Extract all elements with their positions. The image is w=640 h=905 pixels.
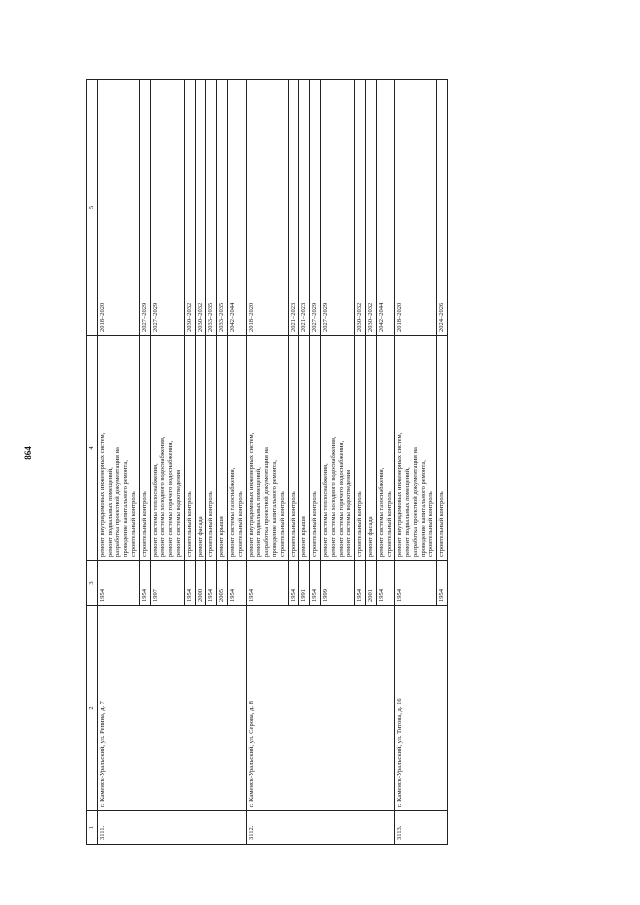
construction-year: 1954 (355, 561, 366, 606)
rotated-table-container (86, 80, 567, 845)
column-header: 4 (87, 336, 98, 561)
construction-year: 1954 (184, 561, 195, 606)
work-item: ремонт системы теплоснабжения, (321, 463, 329, 557)
work-item: разработка проектной документации на (263, 447, 271, 557)
capital-repair-table (86, 79, 448, 845)
work-item: ремонт подвальных помещений, (106, 467, 114, 557)
work-item: строительный контроль (236, 491, 244, 557)
work-item: ремонт фасада (196, 516, 204, 557)
work-item: ремонт подвальных помещений, (404, 467, 412, 557)
page-number: 864 (23, 446, 33, 460)
works-list (355, 336, 366, 561)
works-list (184, 336, 195, 561)
work-item: ремонт системы холодного водоснабжения, (159, 436, 167, 557)
table-body (97, 80, 447, 845)
row-number: 3113. (395, 811, 448, 845)
work-item: ремонт фасада (366, 516, 374, 557)
construction-year: 1954 (376, 561, 395, 606)
construction-year: 1997 (150, 561, 184, 606)
repair-period: 2018–2020 (395, 80, 437, 336)
table-header (87, 80, 98, 845)
table-row (395, 80, 437, 845)
repair-period: 2030–2032 (365, 80, 376, 336)
work-item: строительный контроль (438, 491, 446, 557)
works-list (227, 336, 246, 561)
construction-year: 2000 (195, 561, 206, 606)
repair-period: 2018–2020 (246, 80, 288, 336)
works-list (310, 336, 321, 561)
construction-year: 1954 (97, 561, 139, 606)
work-item: строительный контроль (311, 491, 319, 557)
construction-year: 1954 (310, 561, 321, 606)
works-list (376, 336, 395, 561)
work-item: ремонт системы газоснабжения, (377, 467, 385, 557)
work-item: строительный контроль (207, 491, 215, 557)
column-header: 3 (87, 561, 98, 606)
work-item: проведение капитального ремонта, (122, 460, 130, 557)
work-item: строительный контроль (356, 491, 364, 557)
work-item: ремонт системы теплоснабжения, (151, 463, 159, 557)
construction-year: 1954 (206, 561, 217, 606)
repair-period: 2027–2029 (139, 80, 150, 336)
work-item: проведение капитального ремонта, (419, 460, 427, 557)
work-item: ремонт крыши (300, 516, 308, 557)
work-item: ремонт подвальных помещений, (255, 467, 263, 557)
row-number: 3112. (246, 811, 395, 845)
works-list (395, 336, 437, 561)
work-item: строительный контроль (140, 491, 148, 557)
work-item: строительный контроль (289, 491, 297, 557)
table-row (97, 80, 139, 845)
construction-year: 1954 (288, 561, 299, 606)
works-list (206, 336, 217, 561)
construction-year: 1954 (437, 561, 448, 606)
repair-period: 2030–2032 (355, 80, 366, 336)
work-item: ремонт внутридомовых инженерных систем, (396, 432, 404, 557)
repair-period: 2018–2020 (97, 80, 139, 336)
work-item: ремонт внутридомовых инженерных систем, (98, 432, 106, 557)
row-number: 3111. (97, 811, 246, 845)
work-item: строительный контроль (129, 491, 137, 557)
column-header: 5 (87, 80, 98, 336)
works-list (246, 336, 288, 561)
repair-period: 2042–2044 (376, 80, 395, 336)
work-item: строительный контроль (385, 491, 393, 557)
work-item: строительный контроль (427, 491, 435, 557)
work-item: ремонт системы газоснабжения, (228, 467, 236, 557)
header-row (87, 80, 98, 845)
works-list (97, 336, 139, 561)
works-list (139, 336, 150, 561)
building-address: г. Каменск-Уральский, ул. Титова, д. 16 (395, 606, 448, 811)
work-item: ремонт системы горячего водоснабжения, (167, 440, 175, 557)
repair-period: 2027–2029 (310, 80, 321, 336)
construction-year: 2005 (217, 561, 228, 606)
repair-period: 2021–2023 (299, 80, 310, 336)
construction-year: 1991 (299, 561, 310, 606)
works-list (150, 336, 184, 561)
work-item: разработка проектной документации на (411, 447, 419, 557)
work-item: ремонт системы горячего водоснабжения, (337, 440, 345, 557)
work-item: проведение капитального ремонта, (270, 460, 278, 557)
works-list (195, 336, 206, 561)
works-list (288, 336, 299, 561)
repair-period: 2021–2023 (288, 80, 299, 336)
repair-period: 2033–2035 (217, 80, 228, 336)
work-item: ремонт системы водоотведения (345, 469, 353, 557)
column-header: 2 (87, 606, 98, 811)
works-list (437, 336, 448, 561)
repair-period: 2033–2035 (206, 80, 217, 336)
works-list (365, 336, 376, 561)
construction-year: 1999 (320, 561, 354, 606)
construction-year: 1954 (246, 561, 288, 606)
repair-period: 2027–2029 (150, 80, 184, 336)
works-list (320, 336, 354, 561)
work-item: ремонт крыши (218, 516, 226, 557)
construction-year: 1954 (395, 561, 437, 606)
works-list (217, 336, 228, 561)
repair-period: 2042–2044 (227, 80, 246, 336)
work-item: ремонт внутридомовых инженерных систем, (247, 432, 255, 557)
work-item: ремонт системы холодного водоснабжения, (329, 436, 337, 557)
repair-period: 2024–2026 (437, 80, 448, 336)
repair-period: 2030–2032 (184, 80, 195, 336)
building-address: г. Каменск-Уральский, ул. Репина, д. 7 (97, 606, 246, 811)
work-item: строительный контроль (185, 491, 193, 557)
construction-year: 1954 (139, 561, 150, 606)
construction-year: 1954 (227, 561, 246, 606)
work-item: разработка проектной документации на (114, 447, 122, 557)
column-header: 1 (87, 811, 98, 845)
works-list (299, 336, 310, 561)
building-address: г. Каменск-Уральский, ул. Серова, д. 8 (246, 606, 395, 811)
table-row (246, 80, 288, 845)
work-item: строительный контроль (278, 491, 286, 557)
repair-period: 2030–2032 (195, 80, 206, 336)
construction-year: 2001 (365, 561, 376, 606)
repair-period: 2027–2029 (320, 80, 354, 336)
work-item: ремонт системы водоотведения (174, 469, 182, 557)
